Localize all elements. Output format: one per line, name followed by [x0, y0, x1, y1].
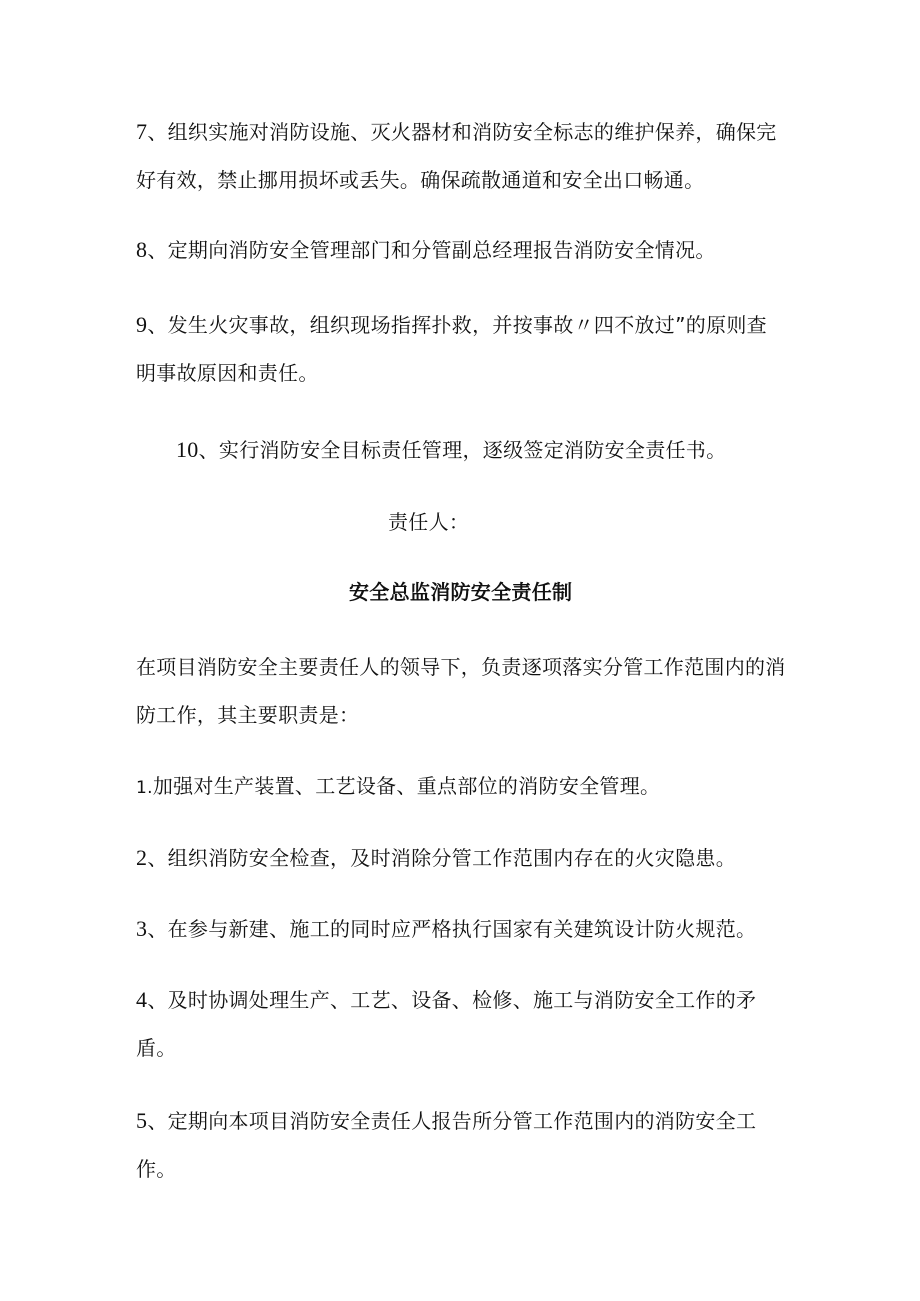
duty-5-line-2 — [136, 1157, 177, 1181]
paragraph-text: 、发生火灾事故，组织现场指挥扑救，并按事故〃四不放过”的原则查 — [147, 313, 767, 337]
paragraph-text: 、实行消防安全目标责任管理，逐级签定消防安全责任书。 — [198, 438, 727, 462]
duty-text: 加强对生产装置、工艺设备、重点部位的消防安全管理。 — [152, 774, 661, 798]
paragraph-8-line-1 — [136, 238, 716, 262]
duty-text: 、定期向本项目消防安全责任人报告所分管工作范围内的消防安全工 — [147, 1109, 757, 1133]
paragraph-7-line-2 — [136, 168, 704, 192]
paragraph-number: 10 — [176, 437, 199, 462]
duty-number: 2 — [136, 845, 148, 870]
intro-line-2: 防工作，其主要职责是： — [136, 703, 360, 727]
paragraph-text: 明事故原因和责任。 — [136, 361, 319, 385]
duty-text: 、组织消防安全检查，及时消除分管工作范围内存在的火灾隐患。 — [147, 846, 737, 870]
duty-1-line-1 — [136, 774, 660, 800]
paragraph-number: 7 — [136, 119, 148, 144]
intro-line-1: 在项目消防安全主要责任人的领导下，负责逐项落实分管工作范围内的消 — [136, 655, 786, 679]
duty-3-line-1 — [136, 917, 756, 941]
paragraph-9-line-2 — [136, 361, 319, 385]
paragraph-number: 9 — [136, 312, 148, 337]
paragraph-text: 好有效，禁止挪用损坏或丢失。确保疏散通道和安全出口畅通。 — [136, 168, 705, 192]
section-title: 安全总监消防安全责任制 — [349, 580, 573, 604]
duty-number: 5 — [136, 1108, 148, 1133]
duty-5-line-1 — [136, 1109, 756, 1133]
duty-4-line-2 — [136, 1036, 177, 1060]
paragraph-text: 、定期向消防安全管理部门和分管副总经理报告消防安全情况。 — [147, 238, 716, 262]
duty-number: 3 — [136, 916, 148, 941]
duty-text: 作。 — [136, 1157, 177, 1181]
duty-text: 、在参与新建、施工的同时应严格执行国家有关建筑设计防火规范。 — [147, 917, 757, 941]
paragraph-7-line-1 — [136, 120, 777, 144]
duty-text: 盾。 — [136, 1036, 177, 1060]
paragraph-10-line-1 — [176, 438, 726, 462]
duty-text: 、及时协调处理生产、工艺、设备、检修、施工与消防安全工作的矛 — [147, 988, 757, 1012]
paragraph-9-line-1 — [136, 313, 767, 337]
paragraph-text: 、组织实施对消防设施、灭火器材和消防安全标志的维护保养，确保完 — [147, 120, 777, 144]
paragraph-number: 8 — [136, 237, 148, 262]
duty-number: 4 — [136, 987, 148, 1012]
duty-4-line-1 — [136, 988, 756, 1012]
duty-number: 1. — [136, 778, 153, 798]
responsible-person-label: 责任人： — [388, 510, 470, 534]
duty-2-line-1 — [136, 846, 736, 870]
